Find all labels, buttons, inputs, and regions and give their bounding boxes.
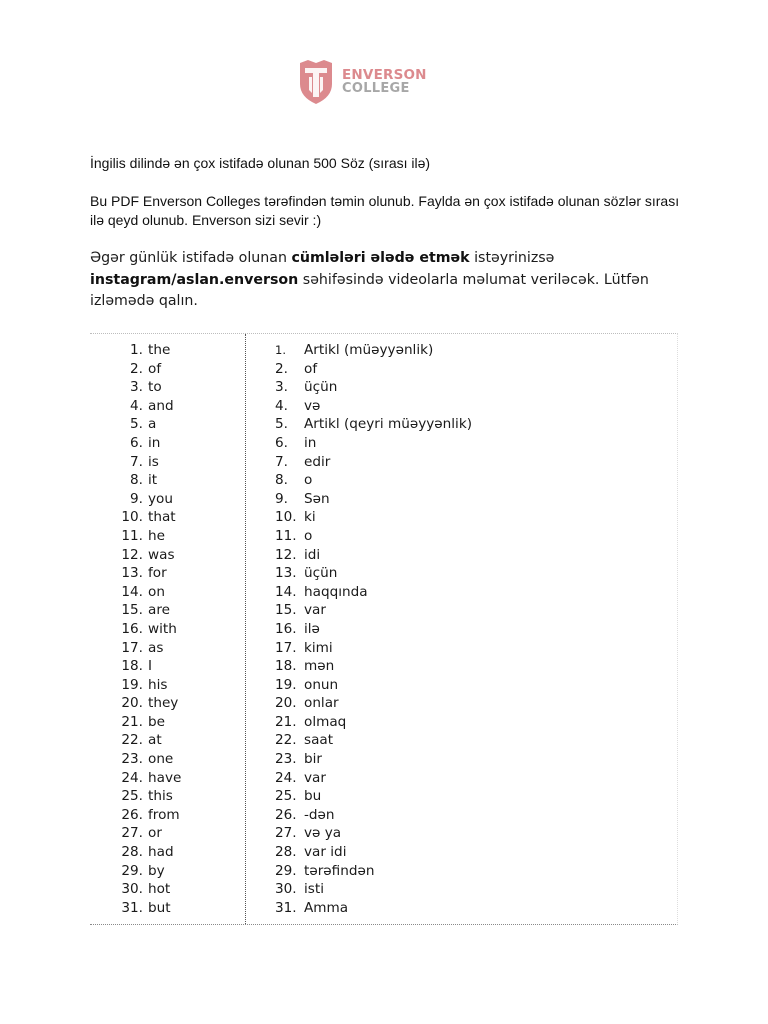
list-number: 12. bbox=[275, 546, 297, 563]
azerbaijani-word-text: ilə bbox=[304, 620, 320, 637]
english-word-text: the bbox=[148, 342, 171, 358]
list-number: 16. bbox=[275, 620, 297, 637]
list-number: 1. bbox=[275, 343, 286, 357]
azerbaijani-word-item bbox=[275, 564, 472, 583]
english-word-text: his bbox=[148, 676, 168, 693]
azerbaijani-word-item bbox=[275, 471, 472, 490]
word-table bbox=[90, 333, 678, 925]
azerbaijani-word-text: o bbox=[304, 527, 313, 544]
list-number: 30. bbox=[275, 881, 297, 898]
english-word-text: for bbox=[148, 565, 167, 582]
english-word-item bbox=[118, 639, 181, 658]
azerbaijani-word-item bbox=[275, 899, 472, 918]
list-number: 10. bbox=[121, 509, 143, 526]
azerbaijani-word-text: kimi bbox=[304, 639, 333, 656]
english-word-item bbox=[118, 471, 181, 490]
english-word-text: but bbox=[148, 899, 171, 916]
azerbaijani-word-item bbox=[275, 750, 472, 769]
list-number: 11. bbox=[275, 527, 297, 544]
azerbaijani-word-text: və ya bbox=[304, 825, 342, 842]
english-word-item bbox=[118, 434, 181, 453]
english-word-item bbox=[118, 527, 181, 546]
english-word-text: as bbox=[148, 639, 164, 656]
azerbaijani-word-item bbox=[275, 527, 472, 546]
azerbaijani-word-item bbox=[275, 415, 472, 434]
list-number: 20. bbox=[121, 695, 143, 712]
english-word-item bbox=[118, 453, 181, 472]
azerbaijani-word-text: isti bbox=[304, 881, 324, 898]
azerbaijani-word-item bbox=[275, 490, 472, 509]
list-number: 20. bbox=[275, 695, 297, 712]
english-word-item bbox=[118, 564, 181, 583]
list-number: 11. bbox=[121, 527, 143, 544]
logo-line-2: COLLEGE bbox=[342, 81, 410, 96]
azerbaijani-word-item bbox=[275, 546, 472, 565]
list-number: 4. bbox=[130, 397, 143, 414]
english-word-item bbox=[118, 731, 181, 750]
english-word-item bbox=[118, 601, 181, 620]
english-word-text: on bbox=[148, 583, 165, 600]
list-number: 6. bbox=[130, 434, 143, 451]
azerbaijani-word-item bbox=[275, 620, 472, 639]
english-word-text: are bbox=[148, 602, 170, 619]
list-number: 18. bbox=[275, 658, 297, 675]
promo-paragraph bbox=[90, 248, 690, 313]
list-number: 23. bbox=[275, 751, 297, 768]
list-number: 23. bbox=[121, 751, 143, 768]
list-number: 15. bbox=[275, 602, 297, 619]
list-number: 26. bbox=[275, 806, 297, 823]
english-word-text: was bbox=[148, 546, 175, 563]
azerbaijani-word-item bbox=[275, 787, 472, 806]
english-word-text: you bbox=[148, 490, 173, 507]
english-word-text: this bbox=[148, 788, 173, 805]
english-word-item bbox=[118, 415, 181, 434]
azerbaijani-word-text: bir bbox=[304, 751, 322, 768]
english-word-item bbox=[118, 862, 181, 881]
english-word-text: of bbox=[148, 360, 162, 377]
column-divider bbox=[245, 334, 246, 924]
azerbaijani-word-item bbox=[275, 601, 472, 620]
azerbaijani-word-item bbox=[275, 397, 472, 416]
english-word-item bbox=[118, 397, 181, 416]
logo-line-1: ENVERSON bbox=[342, 67, 427, 83]
english-word-text: by bbox=[148, 862, 165, 879]
list-number: 7. bbox=[275, 453, 288, 470]
list-number: 9. bbox=[130, 490, 143, 507]
list-number: 4. bbox=[275, 397, 288, 414]
list-number: 15. bbox=[121, 602, 143, 619]
azerbaijani-word-text: haqqında bbox=[304, 583, 368, 600]
azerbaijani-word-item bbox=[275, 508, 472, 527]
azerbaijani-word-text: Artikl (müəyyənlik) bbox=[304, 342, 434, 358]
list-number: 9. bbox=[275, 490, 288, 507]
list-number: 5. bbox=[275, 416, 288, 433]
azerbaijani-word-item bbox=[275, 639, 472, 658]
list-number: 1. bbox=[130, 342, 143, 358]
list-number: 12. bbox=[121, 546, 143, 563]
list-number: 31. bbox=[275, 899, 297, 916]
english-word-text: and bbox=[148, 397, 174, 414]
list-number: 3. bbox=[275, 379, 288, 396]
list-number: 13. bbox=[121, 565, 143, 582]
english-word-text: from bbox=[148, 806, 180, 823]
english-word-item bbox=[118, 880, 181, 899]
list-number: 29. bbox=[121, 862, 143, 879]
english-word-text: had bbox=[148, 844, 174, 861]
document-heading: İngilis dilində ən çox istifadə olunan 500 Söz (sırası ilə) bbox=[90, 155, 431, 171]
azerbaijani-word-item bbox=[275, 862, 472, 881]
azerbaijani-word-item bbox=[275, 880, 472, 899]
azerbaijani-word-item bbox=[275, 769, 472, 788]
list-number: 30. bbox=[121, 881, 143, 898]
english-word-item bbox=[118, 657, 181, 676]
list-number: 17. bbox=[121, 639, 143, 656]
list-number: 22. bbox=[121, 732, 143, 749]
english-word-text: one bbox=[148, 751, 174, 768]
azerbaijani-word-text: edir bbox=[304, 453, 331, 470]
list-number: 2. bbox=[130, 360, 143, 377]
list-number: 22. bbox=[275, 732, 297, 749]
list-number: 28. bbox=[275, 844, 297, 861]
promo-bold-phrase: cümləlәri әlәdә etmәk bbox=[291, 250, 470, 266]
english-word-item bbox=[118, 490, 181, 509]
english-word-text: be bbox=[148, 713, 165, 730]
azerbaijani-word-item bbox=[275, 713, 472, 732]
english-word-item bbox=[118, 676, 181, 695]
promo-text-2: istəyrinizsə bbox=[469, 250, 555, 266]
list-number: 21. bbox=[275, 713, 297, 730]
azerbaijani-word-item bbox=[275, 806, 472, 825]
azerbaijani-word-item bbox=[275, 360, 472, 379]
english-word-item bbox=[118, 341, 181, 360]
list-number: 14. bbox=[275, 583, 297, 600]
azerbaijani-word-item bbox=[275, 843, 472, 862]
english-word-text: a bbox=[148, 416, 157, 433]
azerbaijani-word-text: -dən bbox=[304, 806, 335, 823]
azerbaijani-word-text: Sən bbox=[304, 490, 330, 507]
azerbaijani-word-item bbox=[275, 453, 472, 472]
azerbaijani-word-item bbox=[275, 731, 472, 750]
list-number: 29. bbox=[275, 862, 297, 879]
college-logo bbox=[298, 58, 427, 106]
list-number: 25. bbox=[275, 788, 297, 805]
list-number: 31. bbox=[121, 899, 143, 916]
english-word-text: is bbox=[148, 453, 159, 470]
english-word-item bbox=[118, 583, 181, 602]
english-word-text: I bbox=[148, 658, 153, 675]
english-word-item bbox=[118, 843, 181, 862]
english-word-item bbox=[118, 787, 181, 806]
azerbaijani-word-item bbox=[275, 694, 472, 713]
azerbaijani-word-text: mən bbox=[304, 658, 335, 675]
list-number: 27. bbox=[275, 825, 297, 842]
list-number: 26. bbox=[121, 806, 143, 823]
azerbaijani-word-text: üçün bbox=[304, 379, 338, 396]
english-word-item bbox=[118, 694, 181, 713]
list-number: 24. bbox=[275, 769, 297, 786]
english-word-text: he bbox=[148, 527, 165, 544]
list-number: 5. bbox=[130, 416, 143, 433]
azerbaijani-word-item bbox=[275, 583, 472, 602]
azerbaijani-word-item bbox=[275, 434, 472, 453]
promo-text-1: Əgər günlük istifadə olunan bbox=[90, 250, 292, 266]
english-word-item bbox=[118, 378, 181, 397]
list-number: 17. bbox=[275, 639, 297, 656]
azerbaijani-word-text: o bbox=[304, 472, 313, 489]
english-word-item bbox=[118, 824, 181, 843]
shield-logo-icon bbox=[298, 59, 334, 105]
azerbaijani-word-text: of bbox=[304, 360, 318, 377]
english-word-item bbox=[118, 769, 181, 788]
english-word-text: have bbox=[148, 769, 182, 786]
intro-paragraph: Bu PDF Enverson Colleges tərəfindən təmin olunub. Faylda ən çox istifadə olunan sözlər sırası ilə qeyd olunub. Enverson sizi sevir :) bbox=[90, 193, 680, 228]
instagram-handle: instagram/aslan.enverson bbox=[90, 271, 299, 288]
english-word-text: to bbox=[148, 379, 162, 396]
logo-wordmark bbox=[342, 68, 427, 96]
english-word-item bbox=[118, 620, 181, 639]
azerbaijani-word-text: bu bbox=[304, 788, 322, 805]
list-number: 25. bbox=[121, 788, 143, 805]
azerbaijani-word-text: üçün bbox=[304, 565, 338, 582]
azerbaijani-word-item bbox=[275, 676, 472, 695]
list-number: 16. bbox=[121, 620, 143, 637]
english-word-item bbox=[118, 806, 181, 825]
list-number: 27. bbox=[121, 825, 143, 842]
english-word-item bbox=[118, 360, 181, 379]
azerbaijani-word-text: saat bbox=[304, 732, 334, 749]
promo-text-3: səhifəsində videolarla məlumat veriləcək. Lütfən izləmədə qalın. bbox=[90, 271, 649, 309]
azerbaijani-word-text: olmaq bbox=[304, 713, 347, 730]
azerbaijani-word-text: in bbox=[304, 434, 317, 451]
english-word-list bbox=[118, 341, 181, 917]
azerbaijani-word-list bbox=[275, 341, 472, 917]
english-word-text: that bbox=[148, 509, 176, 526]
azerbaijani-word-text: var bbox=[304, 769, 326, 786]
list-number: 8. bbox=[275, 472, 288, 489]
english-word-text: at bbox=[148, 732, 162, 749]
azerbaijani-word-text: onun bbox=[304, 676, 339, 693]
list-number: 7. bbox=[130, 453, 143, 470]
azerbaijani-word-text: Artikl (qeyri müəyyənlik) bbox=[304, 416, 473, 433]
list-number: 24. bbox=[121, 769, 143, 786]
english-word-text: with bbox=[148, 620, 177, 637]
english-word-item bbox=[118, 546, 181, 565]
english-word-text: in bbox=[148, 434, 161, 451]
english-word-item bbox=[118, 713, 181, 732]
azerbaijani-word-text: Amma bbox=[304, 899, 349, 916]
list-number: 6. bbox=[275, 434, 288, 451]
list-number: 2. bbox=[275, 360, 288, 377]
azerbaijani-word-text: var bbox=[304, 602, 326, 619]
azerbaijani-word-text: idi bbox=[304, 546, 321, 563]
list-number: 28. bbox=[121, 844, 143, 861]
azerbaijani-word-item bbox=[275, 657, 472, 676]
english-word-item bbox=[118, 899, 181, 918]
list-number: 19. bbox=[275, 676, 297, 693]
azerbaijani-word-item bbox=[275, 824, 472, 843]
list-number: 3. bbox=[130, 379, 143, 396]
list-number: 10. bbox=[275, 509, 297, 526]
list-number: 14. bbox=[121, 583, 143, 600]
english-word-text: it bbox=[148, 472, 158, 489]
list-number: 8. bbox=[130, 472, 143, 489]
azerbaijani-word-item bbox=[275, 378, 472, 397]
azerbaijani-word-text: var idi bbox=[304, 844, 347, 861]
list-number: 13. bbox=[275, 565, 297, 582]
list-number: 21. bbox=[121, 713, 143, 730]
english-word-text: they bbox=[148, 695, 179, 712]
azerbaijani-word-text: tərəfindən bbox=[304, 862, 375, 879]
english-word-text: hot bbox=[148, 881, 171, 898]
azerbaijani-word-text: və bbox=[304, 397, 321, 414]
azerbaijani-word-item bbox=[275, 341, 472, 360]
azerbaijani-word-text: ki bbox=[304, 509, 316, 526]
english-word-item bbox=[118, 750, 181, 769]
list-number: 18. bbox=[121, 658, 143, 675]
azerbaijani-word-text: onlar bbox=[304, 695, 339, 712]
english-word-text: or bbox=[148, 825, 162, 842]
english-word-item bbox=[118, 508, 181, 527]
list-number: 19. bbox=[121, 676, 143, 693]
